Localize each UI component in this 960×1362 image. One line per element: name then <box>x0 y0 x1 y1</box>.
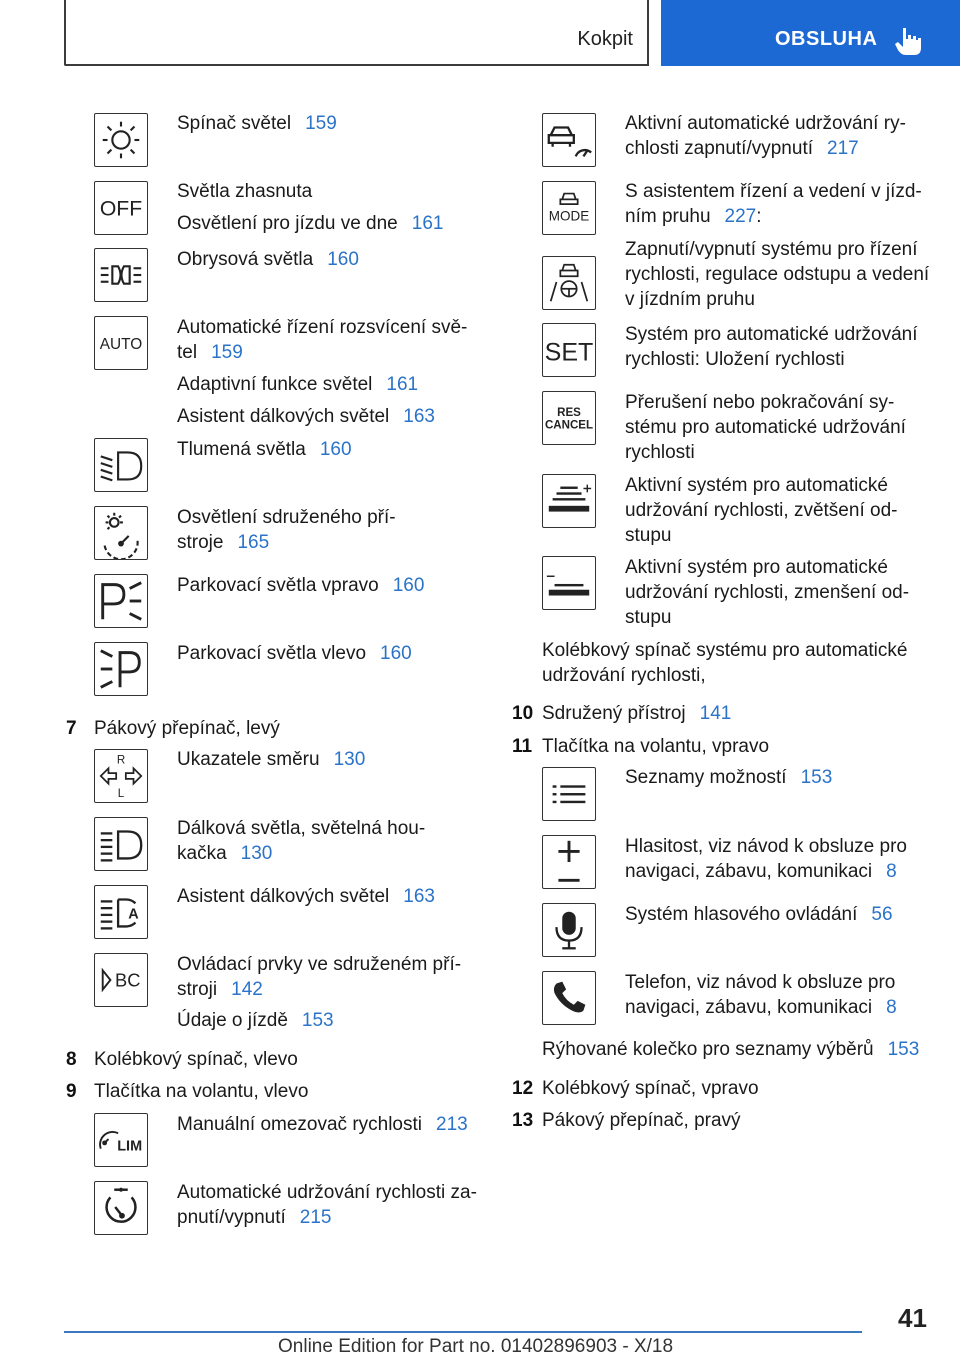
res-cancel-icon <box>542 391 596 445</box>
svg-text:AUTO: AUTO <box>99 335 143 353</box>
svg-text:LIM: LIM <box>117 1138 143 1155</box>
mode-text: S asistentem řízení a vedení v jízd- ním pruhu 227: <box>625 181 922 227</box>
active-cruise-text: Aktivní automatické udržování ry- chlosti zapnutí/vypnutí 217 <box>625 113 906 159</box>
svg-text:OFF: OFF <box>99 197 143 221</box>
set-text: Systém pro automatické udržování rychlosti: Uložení rychlosti <box>625 324 918 370</box>
high-beam-assist-icon <box>94 885 148 939</box>
low-beam-text: Tlumená světla 160 <box>177 439 352 460</box>
item-number-9: 9 <box>66 1081 77 1102</box>
rocker-acc-text: Kolébkový spínač systému pro automatické udržování rychlosti, <box>542 640 908 686</box>
item-8-label: Kolébkový spínač, vlevo <box>94 1049 298 1070</box>
parking-lights-icon <box>94 248 148 302</box>
footer-edition-text: Online Edition for Part no. 01402896903 - X/18 <box>278 1336 674 1357</box>
page-number: 41 <box>898 1303 927 1333</box>
distance-plus-icon <box>542 474 596 528</box>
lights-off-text: Světla zhasnuta <box>177 181 313 202</box>
turn-signal-icon <box>94 749 148 803</box>
distance-minus-text: Aktivní systém pro automatické udržování rychlosti, zmenšení od- stupu <box>625 557 910 628</box>
item-number-8: 8 <box>66 1049 77 1070</box>
volume-icon <box>542 835 596 889</box>
low-beam-icon <box>94 438 148 492</box>
item-number-10: 10 <box>512 703 534 724</box>
parking-right-text: Parkovací světla vpravo 160 <box>177 575 425 596</box>
trip-data-text: Údaje o jízdě 153 <box>177 1010 334 1031</box>
set-icon <box>542 323 596 377</box>
lane-assist-icon <box>542 256 596 310</box>
volume-text: Hlasitost, viz návod k obsluze pro navigaci, zábavu, komunikaci 8 <box>625 836 907 882</box>
item-number-11: 11 <box>512 736 533 757</box>
list-text: Seznamy možností 153 <box>625 767 833 788</box>
cruise-control-text: Automatické udržování rychlosti za- pnutí/vypnutí 215 <box>177 1182 477 1228</box>
item-12-label: Kolébkový spínač, vpravo <box>542 1078 759 1099</box>
instrument-lighting-text: Osvětlení sdruženého pří- stroje 165 <box>177 507 396 553</box>
distance-plus-text: Aktivní systém pro automatické udržování rychlosti, zvětšení od- stupu <box>625 475 898 546</box>
section-title: Kokpit <box>577 28 633 50</box>
lim-icon <box>94 1113 148 1167</box>
adaptive-lights-text: Adaptivní funkce světel 161 <box>177 374 419 395</box>
item-number-7: 7 <box>66 718 77 739</box>
item-number-12: 12 <box>512 1078 534 1099</box>
page-ref: 159 <box>305 113 337 134</box>
svg-text:RES: RES <box>557 407 581 420</box>
parking-left-text: Parkovací světla vlevo 160 <box>177 643 412 664</box>
svg-text:SET: SET <box>544 338 594 367</box>
tab-label: OBSLUHA <box>775 28 878 50</box>
phone-text: Telefon, viz návod k obsluze pro navigaci, zábavu, komunikaci 8 <box>625 972 897 1018</box>
item-13-label: Pákový přepínač, pravý <box>542 1110 741 1131</box>
daytime-lights-text: Osvětlení pro jízdu ve dne 161 <box>177 213 444 234</box>
active-cruise-icon <box>542 113 596 167</box>
high-beam-text: Dálková světla, světelná hou- kačka 130 <box>177 818 426 864</box>
item-10-label: Sdružený přístroj 141 <box>542 703 732 724</box>
svg-text:A: A <box>128 906 139 923</box>
parking-left-icon <box>94 642 148 696</box>
instrument-lighting-icon <box>94 506 148 560</box>
cruise-control-icon <box>94 1181 148 1235</box>
header-tab <box>661 0 960 66</box>
auto-icon <box>94 316 148 370</box>
phone-icon <box>542 971 596 1025</box>
lane-assist-text: Zapnutí/vypnutí systému pro řízení rychlosti, regulace odstupu a vedení v jízdním pruhu <box>625 239 930 310</box>
hand-pointer-icon <box>894 26 922 56</box>
svg-text:BC: BC <box>115 969 141 991</box>
lim-text: Manuální omezovač rychlosti 213 <box>177 1114 468 1135</box>
light-switch-text: Spínač světel 159 <box>177 113 337 134</box>
svg-text:MODE: MODE <box>548 208 590 224</box>
item-9-label: Tlačítka na volantu, vlevo <box>94 1081 309 1102</box>
mode-icon <box>542 181 596 235</box>
item-7-label: Pákový přepínač, levý <box>94 718 280 739</box>
item-number-13: 13 <box>512 1110 534 1131</box>
header-section-box <box>64 0 649 66</box>
bc-text: Ovládací prvky ve sdruženém pří- stroji 142 <box>177 954 462 1000</box>
voice-control-text: Systém hlasového ovládání 56 <box>625 904 893 925</box>
svg-text:R: R <box>116 754 126 767</box>
high-beam-assist-7-text: Asistent dálkových světel 163 <box>177 886 435 907</box>
auto-lights-text: Automatické řízení rozsvícení svě- tel 159 <box>177 317 468 363</box>
parking-right-icon <box>94 574 148 628</box>
turn-signal-text: Ukazatele směru 130 <box>177 749 366 770</box>
light-switch-icon <box>94 113 148 167</box>
distance-minus-icon <box>542 556 596 610</box>
high-beam-assist-text: Asistent dálkových světel 163 <box>177 406 435 427</box>
item-11-label: Tlačítka na volantu, vpravo <box>542 736 770 757</box>
svg-text:CANCEL: CANCEL <box>544 419 594 432</box>
wheel-text: Rýhované kolečko pro seznamy výběrů 153 <box>542 1039 920 1060</box>
footer-divider <box>64 1331 862 1333</box>
list-icon <box>542 767 596 821</box>
parking-lights-text: Obrysová světla 160 <box>177 249 359 270</box>
bc-icon <box>94 953 148 1007</box>
microphone-icon <box>542 903 596 957</box>
svg-text:L: L <box>117 788 125 801</box>
off-icon <box>94 181 148 235</box>
res-cancel-text: Přerušení nebo pokračování sy- stému pro automatické udržování rychlosti <box>625 392 906 463</box>
high-beam-icon <box>94 817 148 871</box>
